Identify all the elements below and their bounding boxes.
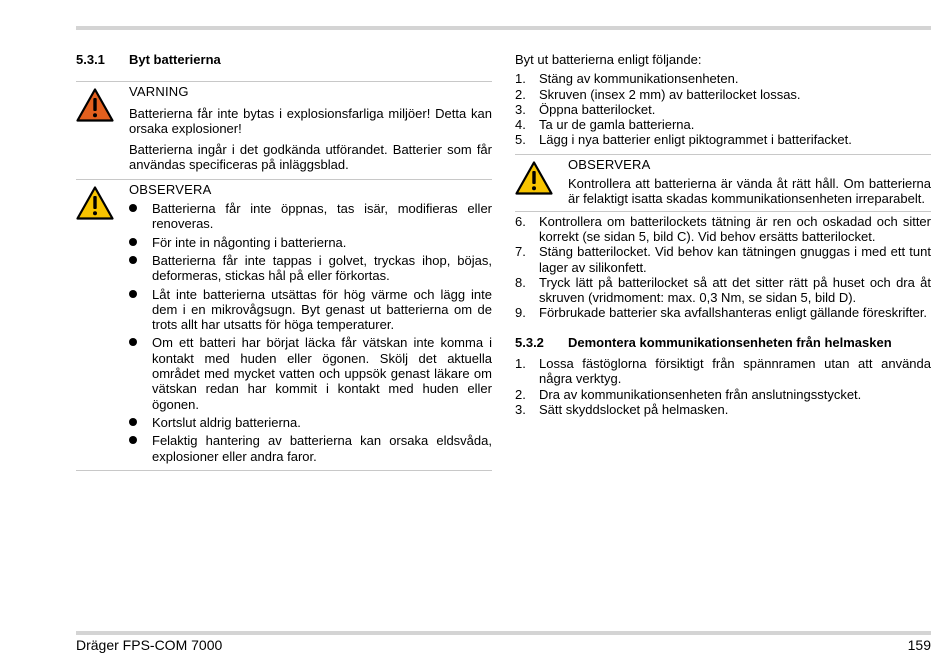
footer-product-name: Dräger FPS-COM 7000	[76, 637, 223, 653]
bullet-icon	[129, 338, 137, 346]
list-item: 1. Stäng av kommunikationsenheten.	[515, 71, 739, 87]
list-item: 3. Sätt skyddslocket på helmasken.	[515, 401, 729, 417]
caution-title: OBSERVERA	[568, 156, 651, 172]
list-item: 9. Förbrukade batterier ska avfallshanteras enligt gällande föreskrifter.	[515, 305, 928, 321]
steps-list-c	[515, 356, 931, 417]
divider	[76, 470, 492, 471]
section-heading-5-3-1	[76, 52, 492, 67]
intro-text: Byt ut batterierna enligt följande:	[515, 52, 702, 67]
caution-box-right	[515, 154, 931, 211]
bullet-icon	[129, 256, 137, 264]
list-item: 7. Stäng batterilocket. Vid behov kan tätningen gnuggas i med ett tunt lager av silikonfett.	[515, 244, 931, 275]
list-item: 3. Öppna batterilocket.	[515, 101, 656, 117]
list-item: Låt inte batterierna utsättas för hög värme och lägg inte dem i en mikrovågsugn. Byt genast ut batterierna om de trots allt har utsatts för höga temperaturer.	[129, 287, 492, 333]
steps-list-b	[515, 214, 931, 321]
section-heading-5-3-2	[515, 335, 931, 350]
bullet-icon	[129, 204, 137, 212]
bullet-icon	[129, 290, 137, 298]
section-number: 5.3.2	[515, 334, 544, 350]
header-rule	[76, 26, 931, 30]
caution-triangle-icon	[515, 161, 553, 195]
list-item: 2. Skruven (insex 2 mm) av batterilocket lossas.	[515, 86, 801, 102]
footer-rule	[76, 631, 931, 635]
warning-box	[76, 81, 492, 178]
warning-paragraph: Batterierna får inte bytas i explosionsfarliga miljöer! Detta kan orsaka explosioner!	[129, 105, 492, 136]
divider	[515, 211, 931, 212]
caution-title: OBSERVERA	[129, 181, 212, 197]
list-item: Batterierna får inte öppnas, tas isär, modifieras eller renoveras.	[129, 201, 492, 232]
bullet-icon	[129, 238, 137, 246]
warning-triangle-icon	[76, 88, 114, 122]
list-item: Felaktig hantering av batterierna kan orsaka eldsvåda, explosioner eller andra faror.	[129, 433, 492, 464]
page-number: 159	[907, 637, 931, 653]
list-item: 4. Ta ur de gamla batterierna.	[515, 117, 695, 133]
caution-box	[76, 179, 492, 467]
list-item: 1. Lossa fästöglorna försiktigt från spännramen utan att använda några verktyg.	[515, 356, 931, 387]
list-item: 8. Tryck lätt på batterilocket så att det sitter rätt på huset och dra åt skruven (vridmoment: max. 0,3 Nm, se sidan 5, bild D).	[515, 274, 931, 306]
list-item: Batterierna får inte tappas i golvet, tryckas ihop, böjas, deformeras, stickas hål på eller förkortas.	[129, 253, 492, 284]
list-item: Kortslut aldrig batterierna.	[129, 415, 492, 430]
steps-list-a	[515, 71, 931, 147]
list-item: Om ett batteri har börjat läcka får vätskan inte komma i kontakt med huden eller ögonen. Skölj det aktuella området med mycket vatten och uppsök genast läkare om vätskan redan har kommit i kontakt med huden eller ögonen.	[129, 335, 492, 411]
bullet-icon	[129, 418, 137, 426]
caution-triangle-icon	[76, 186, 114, 220]
left-column	[76, 52, 492, 471]
section-title: Byt batterierna	[129, 52, 221, 67]
caution-bullet-list	[129, 201, 492, 464]
section-number: 5.3.1	[76, 52, 105, 67]
caution-text: Kontrollera att batterierna är vända åt rätt håll. Om batterierna är felaktigt isatta skadas kommunikationsenheten irreparabelt.	[568, 176, 931, 207]
list-item: 6. Kontrollera om batterilockets tätning är ren och oskadad och sitter korrekt (se sidan 5, bild C). Vid behov ersätts batterilocket.	[515, 213, 931, 244]
list-item: För inte in någonting i batterierna.	[129, 235, 492, 250]
list-item: 5. Lägg i nya batterier enligt piktogrammet i batterifacket.	[515, 132, 852, 148]
bullet-icon	[129, 436, 137, 444]
list-item: 2. Dra av kommunikationsenheten från anslutningsstycket.	[515, 386, 862, 402]
warning-paragraph: Batterierna ingår i det godkända utförandet. Batterier som får användas specificeras på inläggsblad.	[129, 142, 492, 173]
right-column	[515, 52, 931, 417]
warning-title: VARNING	[129, 84, 189, 100]
section-title: Demontera kommunikationsenheten från helmasken	[568, 334, 892, 350]
